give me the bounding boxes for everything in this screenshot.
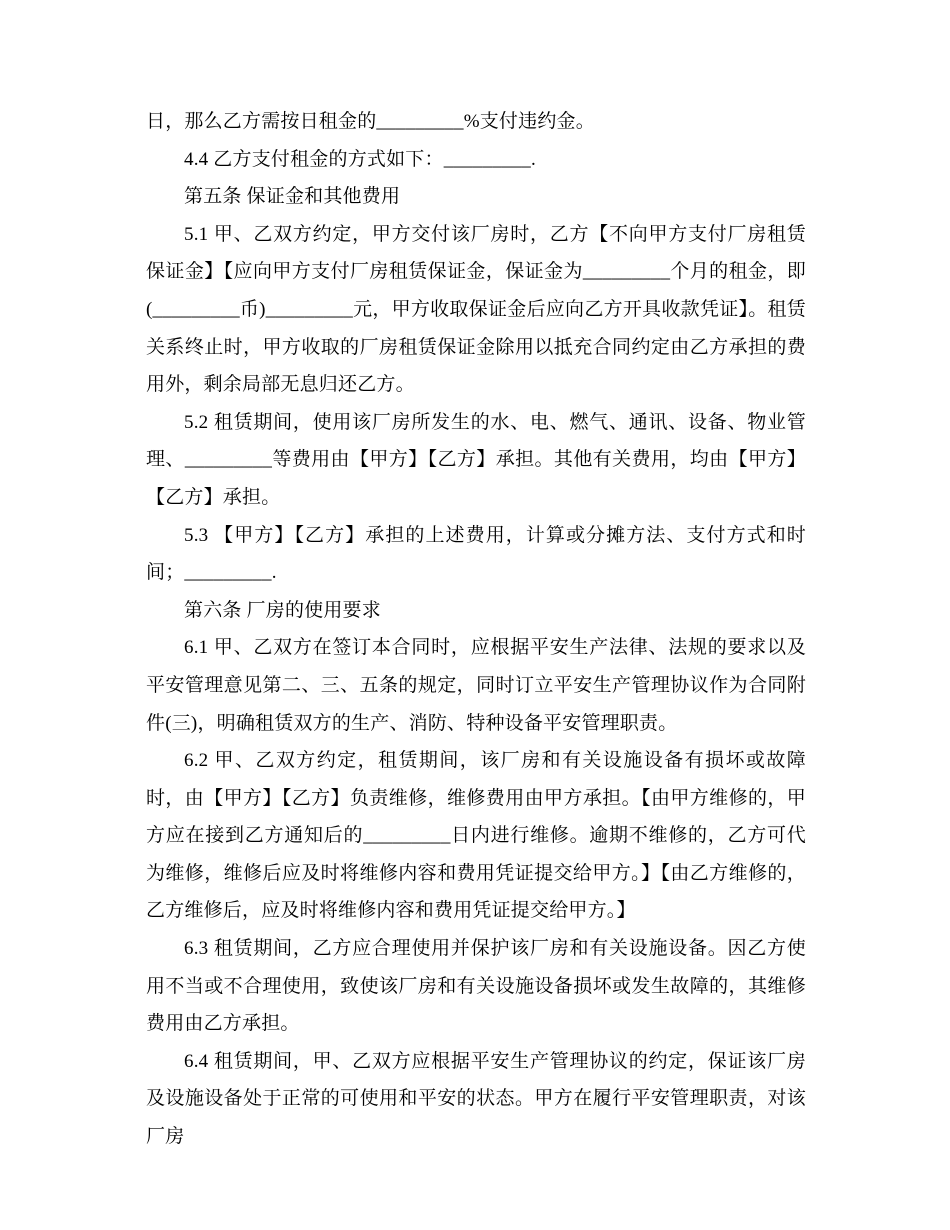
clause-6-2: 6.2 甲、乙双方约定，租赁期间，该厂房和有关设施设备有损坏或故障时，由【甲方】【乙方】负责维修，维修费用由甲方承担。【由甲方维修的，甲方应在接到乙方通知后的_________日内进行维修。逾期不维修的，乙方可代为维修，维修后应及时将维修内容和费用凭证提交给甲方。】【由乙方维修的，乙方维修后，应及时将维修内容和费用凭证提交给甲方。】 bbox=[146, 750, 806, 922]
article-5-heading: 第五条 保证金和其他费用 bbox=[184, 186, 401, 208]
clause-5-3: 5.3 【甲方】【乙方】承担的上述费用，计算或分摊方法、支付方式和时间；_________. bbox=[146, 524, 806, 584]
clause-5-1: 5.1 甲、乙双方约定，甲方交付该厂房时，乙方【不向甲方支付厂房租赁保证金】【应向甲方支付厂房租赁保证金，保证金为_________个月的租金，即(_________币)_________元，甲方收取保证金后应向乙方开具收款凭证】。租赁关系终止时，甲方收取的厂房租赁保证金除用以抵充合同约定由乙方承担的费用外，剩余局部无息归还乙方。 bbox=[146, 223, 806, 396]
clause-6-1: 6.1 甲、乙双方在签订本合同时，应根据平安生产法律、法规的要求以及平安管理意见第二、三、五条的规定，同时订立平安生产管理协议作为合同附件(三)，明确租赁双方的生产、消防、特种设备平安管理职责。 bbox=[146, 637, 806, 734]
clause-5-2: 5.2 租赁期间，使用该厂房所发生的水、电、燃气、通讯、设备、物业管理、_________等费用由【甲方】【乙方】承担。其他有关费用，均由【甲方】【乙方】承担。 bbox=[146, 411, 806, 508]
clause-6-3: 6.3 租赁期间，乙方应合理使用并保护该厂房和有关设施设备。因乙方使用不当或不合理使用，致使该厂房和有关设施设备损坏或发生故障的，其维修费用由乙方承担。 bbox=[146, 938, 806, 1035]
article-6-heading: 第六条 厂房的使用要求 bbox=[184, 599, 381, 621]
clause-4-3-continuation: 日，那么乙方需按日租金的_________%支付违约金。 bbox=[146, 111, 595, 132]
clause-4-4: 4.4 乙方支付租金的方式如下：_________. bbox=[184, 148, 536, 170]
clause-6-4: 6.4 租赁期间，甲、乙双方应根据平安生产管理协议的约定，保证该厂房及设施设备处于正常的可使用和平安的状态。甲方在履行平安管理职责，对该厂房 bbox=[146, 1050, 806, 1148]
contract-body bbox=[146, 103, 806, 1156]
